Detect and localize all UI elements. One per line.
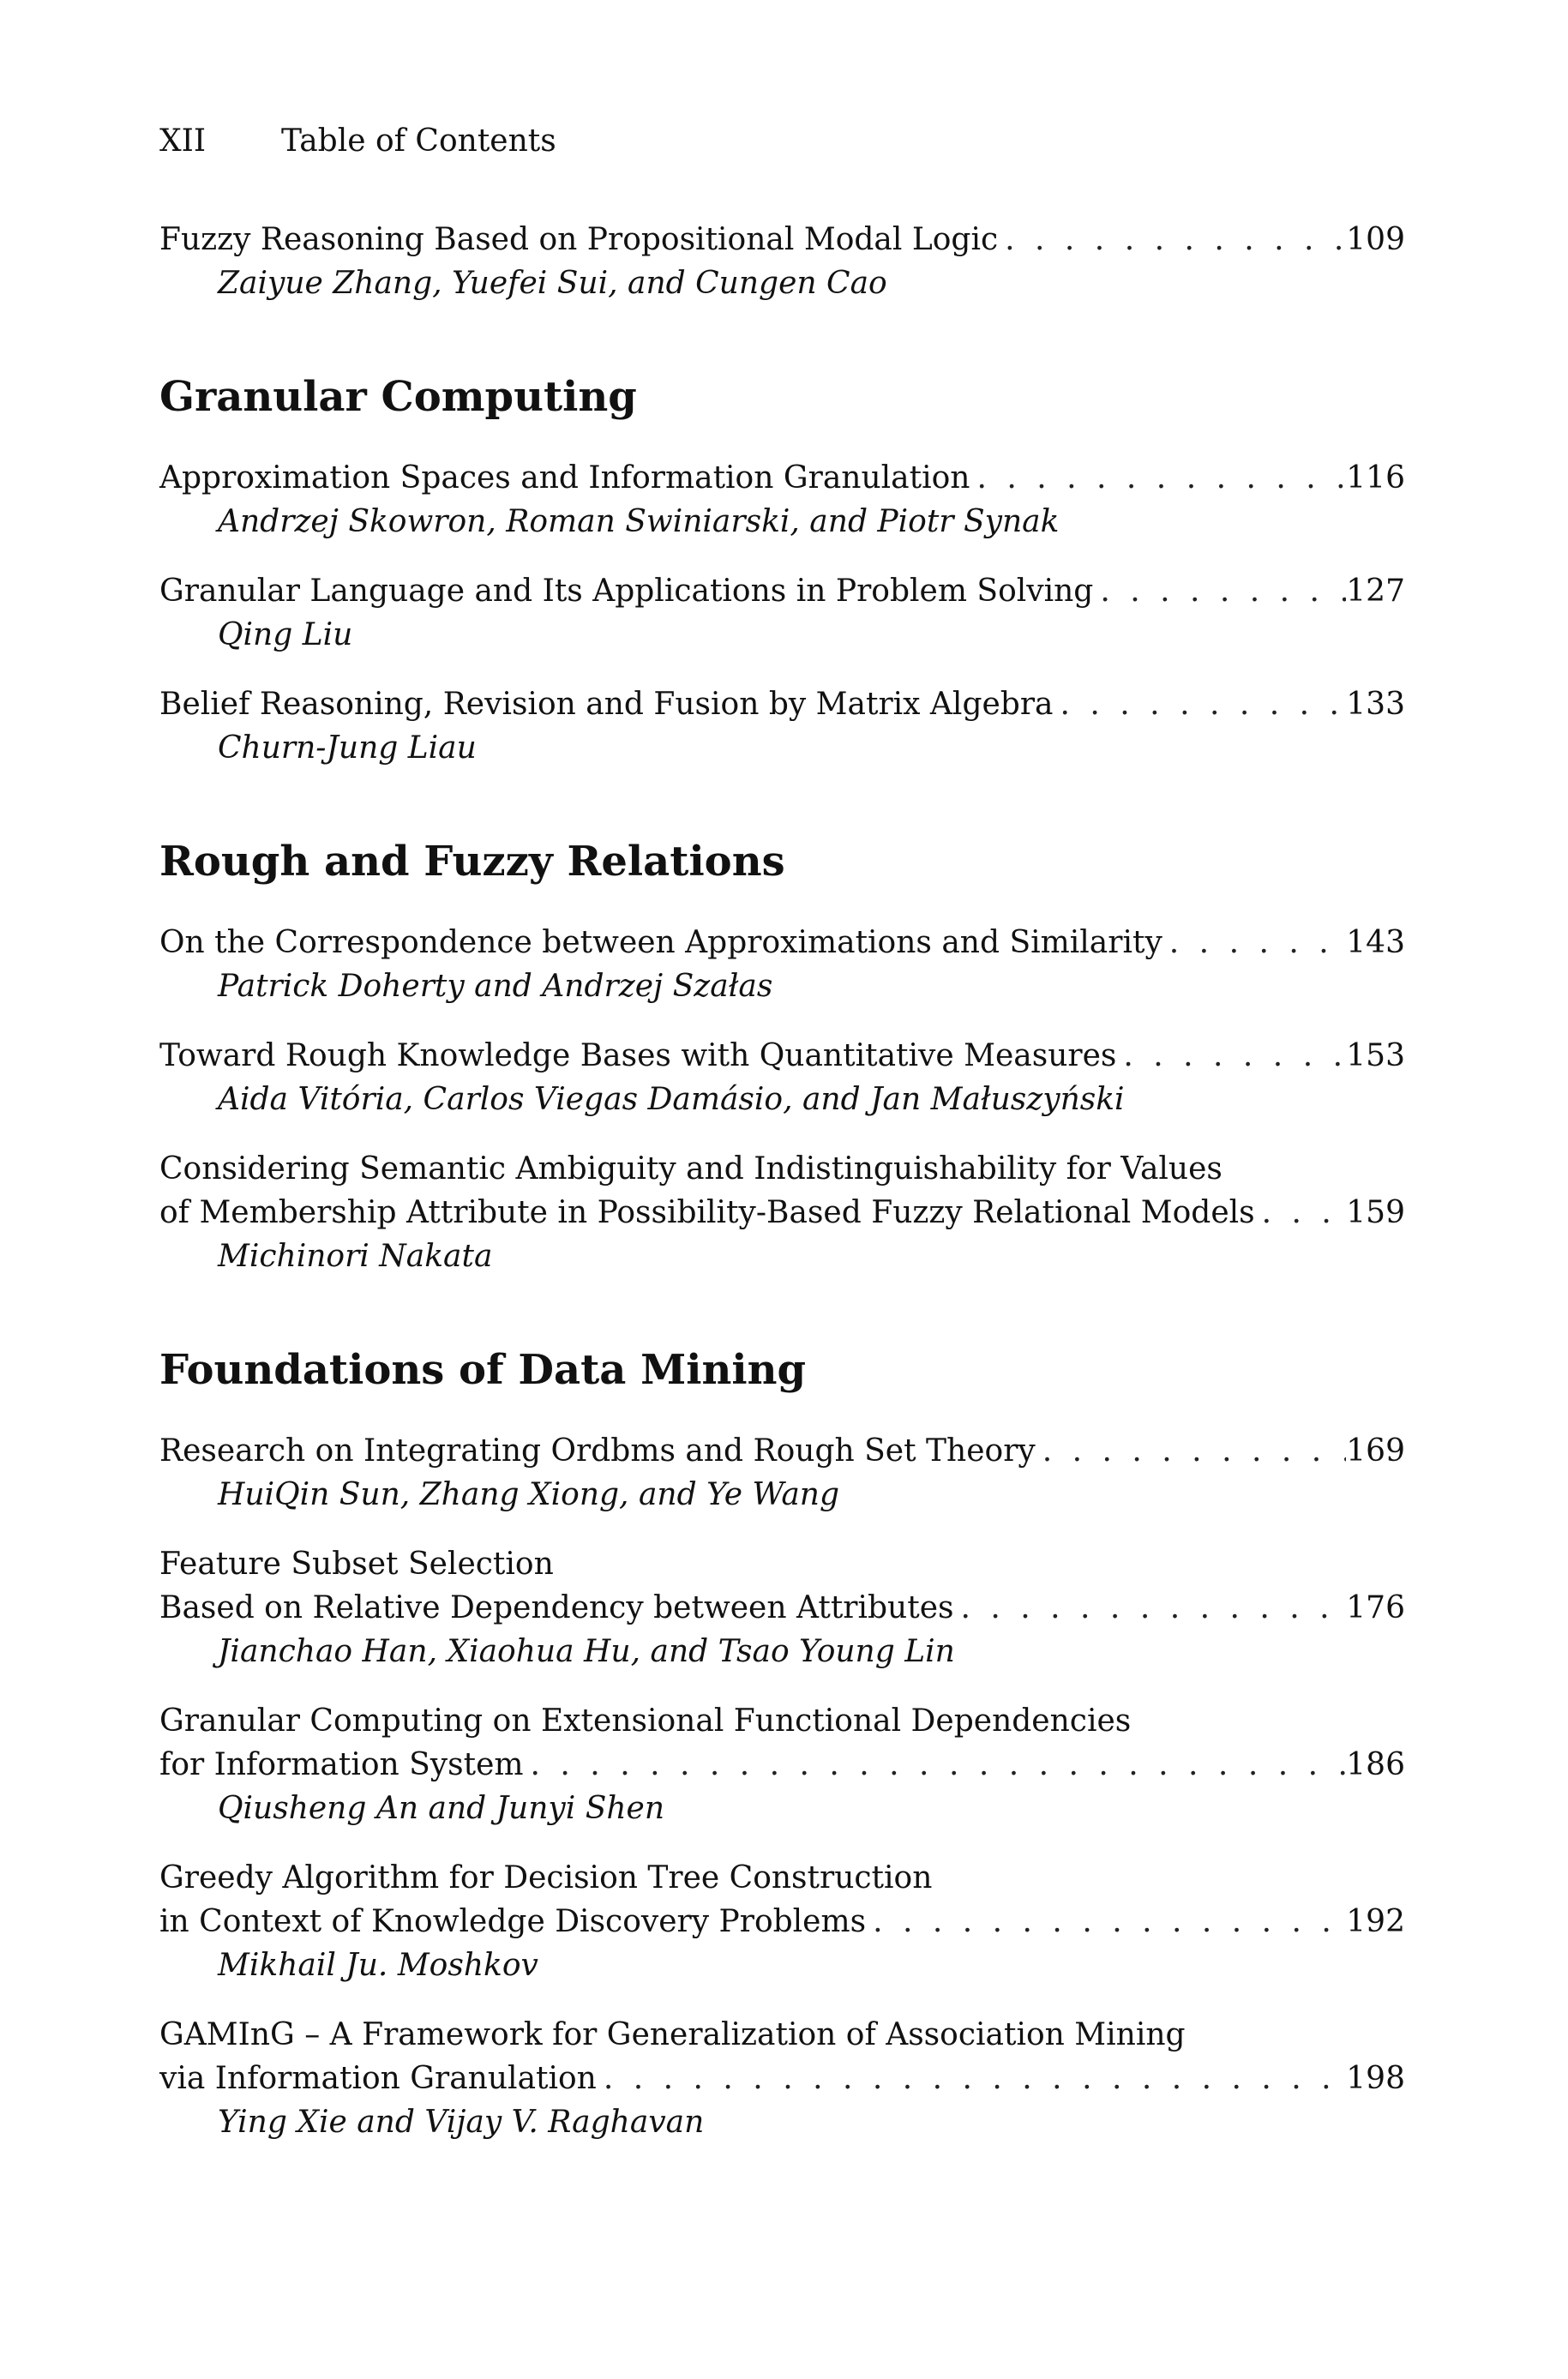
entry-title-line: GAMInG – A Framework for Generalization of Association Mining <box>159 2017 1186 2052</box>
dot-leader <box>597 2057 1346 2100</box>
page-number: 116 <box>1346 460 1405 496</box>
toc-entry[interactable] <box>159 1147 1405 1278</box>
page-number: 133 <box>1346 687 1405 722</box>
page-number: 127 <box>1346 574 1405 609</box>
toc-entry[interactable] <box>159 1542 1405 1673</box>
page-number: 198 <box>1346 2061 1405 2096</box>
entry-title-line: Feature Subset Selection <box>159 1547 554 1582</box>
entry-authors: Mikhail Ju. Moshkov <box>218 1948 538 1983</box>
entry-authors: Zaiyue Zhang, Yuefei Sui, and Cungen Cao <box>218 266 887 301</box>
entry-title-row <box>159 1586 1405 1630</box>
toc-section <box>159 1345 1405 2144</box>
page-number: 143 <box>1346 925 1405 960</box>
entry-title-line: Considering Semantic Ambiguity and Indistinguishability for Values <box>159 1151 1223 1186</box>
entry-title-row <box>159 218 1405 261</box>
entry-title: Toward Rough Knowledge Bases with Quantitative Measures <box>159 1038 1117 1073</box>
entry-title: Granular Language and Its Applications in Problem Solving <box>159 574 1094 609</box>
entry-authors: Jianchao Han, Xiaohua Hu, and Tsao Young Lin <box>218 1634 955 1669</box>
toc-entry[interactable] <box>159 569 1405 657</box>
entry-authors: Ying Xie and Vijay V. Raghavan <box>218 2105 705 2140</box>
entry-title: Research on Integrating Ordbms and Rough Set Theory <box>159 1433 1036 1469</box>
entry-authors: Qiusheng An and Junyi Shen <box>218 1791 665 1826</box>
entry-title: Based on Relative Dependency between Attributes <box>159 1590 954 1625</box>
toc-section <box>159 372 1405 770</box>
toc-entry[interactable] <box>159 2013 1405 2144</box>
dot-leader <box>1054 682 1347 726</box>
page-number: 186 <box>1346 1747 1405 1782</box>
toc-entry[interactable] <box>159 1429 1405 1517</box>
toc-section <box>159 218 1405 305</box>
entry-title-row <box>159 682 1405 726</box>
dot-leader <box>866 1900 1346 1943</box>
entry-title-row <box>159 1034 1405 1078</box>
entry-title: in Context of Knowledge Discovery Problems <box>159 1904 867 1939</box>
entry-title-row <box>159 921 1405 964</box>
page-number: 192 <box>1346 1904 1405 1939</box>
entry-title: Belief Reasoning, Revision and Fusion by Matrix Algebra <box>159 687 1054 722</box>
entry-title-row <box>159 2057 1405 2100</box>
toc-page <box>159 122 1405 2144</box>
section-heading: Foundations of Data Mining <box>159 1346 807 1394</box>
toc-entry[interactable] <box>159 218 1405 305</box>
entry-list <box>159 456 1405 770</box>
page-number: 153 <box>1346 1038 1405 1073</box>
dot-leader <box>1162 921 1346 964</box>
entry-title: Approximation Spaces and Information Granulation <box>159 460 970 496</box>
page-number: 169 <box>1346 1433 1405 1469</box>
page-number: 176 <box>1346 1590 1405 1625</box>
entry-authors: Aida Vitória, Carlos Viegas Damásio, and Jan Małuszyński <box>218 1082 1125 1117</box>
entry-title-row <box>159 1429 1405 1473</box>
page-number: 159 <box>1346 1195 1405 1230</box>
dot-leader <box>970 456 1346 500</box>
dot-leader <box>998 218 1346 261</box>
entry-list <box>159 921 1405 1278</box>
entry-title-row <box>159 569 1405 613</box>
toc-entry[interactable] <box>159 1034 1405 1121</box>
entry-list <box>159 218 1405 305</box>
running-title: Table of Contents <box>281 123 556 159</box>
page-folio: XII <box>159 123 207 159</box>
entry-title-line: Greedy Algorithm for Decision Tree Construction <box>159 1860 933 1895</box>
toc-entry[interactable] <box>159 456 1405 544</box>
entry-authors: Qing Liu <box>218 617 353 652</box>
section-heading: Rough and Fuzzy Relations <box>159 838 785 886</box>
entry-title: Fuzzy Reasoning Based on Propositional Modal Logic <box>159 222 999 257</box>
dot-leader <box>1036 1429 1347 1473</box>
dot-leader <box>1116 1034 1346 1078</box>
toc-entry[interactable] <box>159 1856 1405 1987</box>
entry-title: On the Correspondence between Approximations and Similarity <box>159 925 1162 960</box>
toc-section <box>159 837 1405 1278</box>
dot-leader <box>954 1586 1347 1630</box>
entry-title-row <box>159 1743 1405 1787</box>
entry-authors: Churn-Jung Liau <box>218 730 477 766</box>
page-number: 109 <box>1346 222 1405 257</box>
entry-title-row <box>159 456 1405 500</box>
entry-authors: Andrzej Skowron, Roman Swiniarski, and Piotr Synak <box>218 504 1060 539</box>
entry-title-row <box>159 1191 1405 1235</box>
running-head <box>159 122 1405 161</box>
entry-authors: Michinori Nakata <box>218 1239 493 1274</box>
toc-entry[interactable] <box>159 682 1405 770</box>
entry-list <box>159 1429 1405 2144</box>
dot-leader <box>524 1743 1347 1787</box>
entry-authors: Patrick Doherty and Andrzej Szałas <box>218 969 773 1004</box>
table-of-contents <box>159 218 1405 2144</box>
entry-title: for Information System <box>159 1747 524 1782</box>
dot-leader <box>1093 569 1346 613</box>
entry-title-row <box>159 1900 1405 1943</box>
entry-title-line: Granular Computing on Extensional Functional Dependencies <box>159 1703 1132 1739</box>
entry-authors: HuiQin Sun, Zhang Xiong, and Ye Wang <box>218 1477 840 1512</box>
section-heading: Granular Computing <box>159 373 637 421</box>
entry-title: via Information Granulation <box>159 2061 597 2096</box>
toc-entry[interactable] <box>159 1699 1405 1830</box>
dot-leader <box>1255 1191 1347 1235</box>
entry-title: of Membership Attribute in Possibility-Based Fuzzy Relational Models <box>159 1195 1255 1230</box>
toc-entry[interactable] <box>159 921 1405 1008</box>
